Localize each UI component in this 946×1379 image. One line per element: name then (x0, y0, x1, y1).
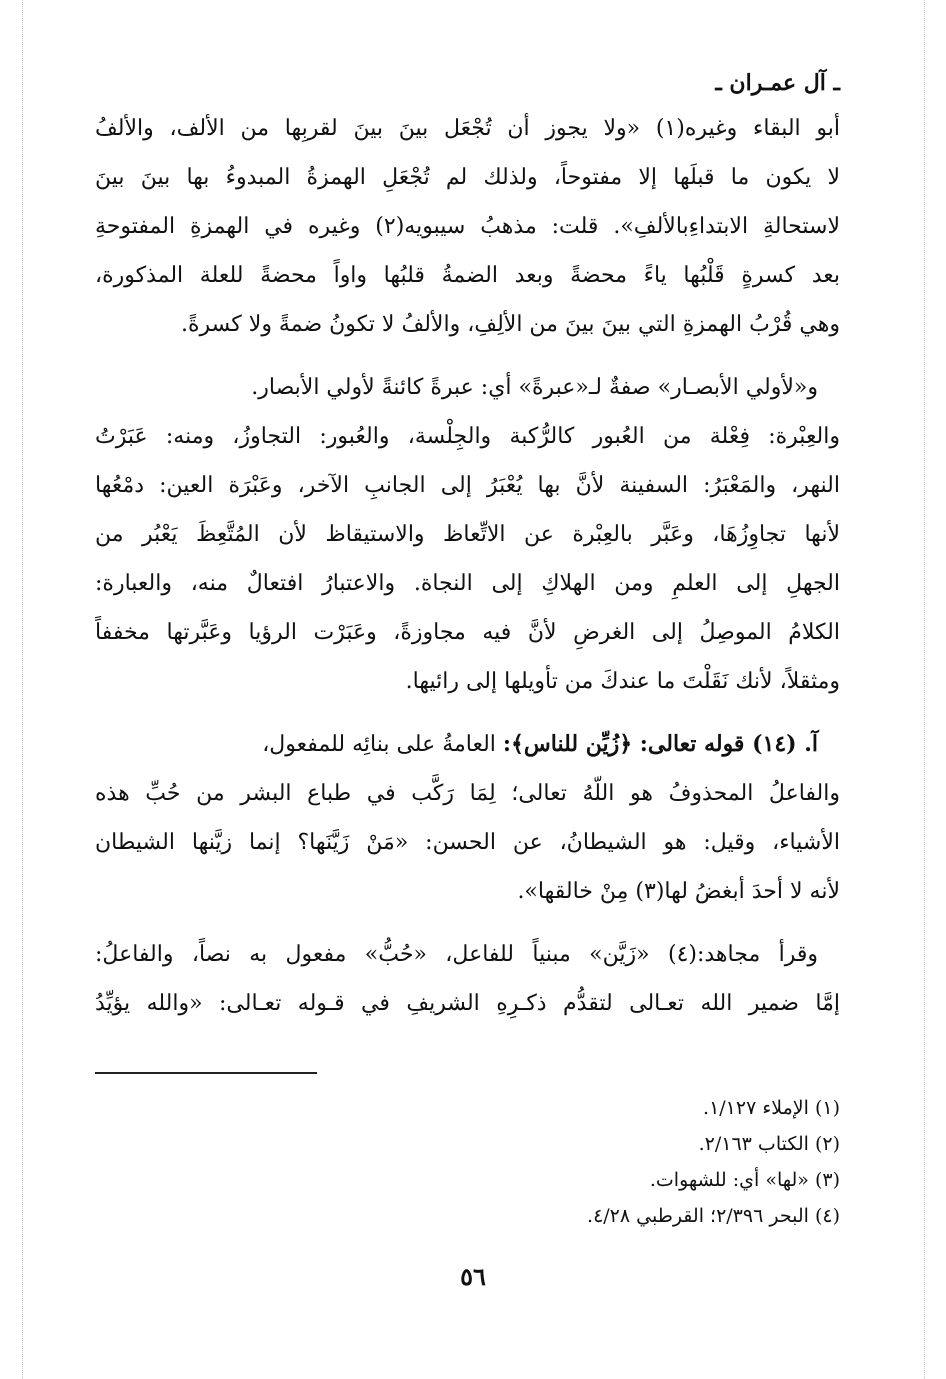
text-line: النهر، والمَعْبَرُ: السفينة لأنَّ بها يُعْبَرُ إلى الجانبِ الآخر، وعَبْرَة العين: دمْعُها (95, 473, 840, 498)
footnote-1: (١) الإملاء ١/١٢٧. (703, 1097, 840, 1119)
text-line: بعد كسرةٍ قَلْبُها ياءً محضةً وبعد الضمةُ قلبُها واواً محضةً للعلة المذكورة، (95, 263, 840, 288)
text-line: والعِبْرة: فِعْلة من العُبور كالرُّكبة والجِلْسة، والعُبور: التجاوزُ، ومنه: عَبَرْتُ (95, 424, 840, 449)
text-line: ومثقلاً، لأنك نَقَلْتَ ما عندكَ من تأويلها إلى رائيها. (405, 669, 840, 694)
text-line: إمَّا ضمير الله تعـالى لتقدُّم ذكـرِهِ الشريفِ في قـوله تعـالى: «والله يؤيِّدُ (95, 991, 840, 1016)
verse-comment: العامةُ على بنائِه للمفعول، (262, 732, 503, 757)
text-line: و«لأولي الأبصـار» صفةٌ لـ«عبرةً» أي: عبرةً كائنةً لأولي الأبصار. (251, 375, 818, 400)
footnotes (587, 1090, 840, 1234)
text-line: الكلامُ الموصِلُ إلى الغرضِ لأنَّ فيه مجاوزةً، وعَبَرْت الرؤيا وعَبَّرتها مخففاً (95, 620, 840, 645)
paragraph-3 (95, 720, 840, 916)
footnote-separator (95, 1072, 317, 1074)
text-line: الجهلِ إلى العلمِ ومن الهلاكِ إلى النجاة. والاعتبارُ افتعالٌ منه، والعبارة: (95, 571, 840, 596)
text-line: وقرأ مجاهد:(٤) «زَيَّن» مبنياً للفاعل، «حُبُّ» مفعول به نصاً، والفاعلُ: (95, 942, 818, 967)
text-line: لا يكون ما قبلَها إلا مفتوحاً، ولذلك لم تُجْعَلِ الهمزةُ المبدوءُ بها بينَ بينَ (95, 165, 840, 190)
footnote-4: (٤) البحر ٢/٣٩٦؛ القرطبي ٤/٢٨. (587, 1205, 840, 1227)
page-number: ٥٦ (460, 1262, 486, 1291)
text-line: وهي قُرْبُ الهمزةِ التي بينَ بينَ من الألِفِ، والألفُ لا تكونُ ضمةً ولا كسرةً. (181, 312, 840, 337)
running-header: ـ آل عمـران ـ (715, 70, 840, 96)
text-line: الأشياء، وقيل: هو الشيطانُ، عن الحسن: «مَنْ زَيَّنَها؟ إنما زيَّنها الشيطان (95, 830, 840, 855)
page-body (95, 70, 840, 1028)
paragraph-1 (95, 104, 840, 349)
text-line: لأنها تجاوِزُهَا، وعَبَّر بالعِبْرة عن الاتِّعاظ والاستيقاظ لأن المُتَّعِظَ يَعْبُر من (95, 522, 840, 547)
scan-edge-line (22, 0, 23, 1379)
text-line (95, 720, 840, 769)
paragraph-2 (95, 363, 840, 706)
text-line: أبو البقاء وغيره(١) «ولا يجوز أن تُجْعَل بينَ بينَ لقربِها من الألف، والألفُ (95, 116, 840, 141)
verse-heading: آ. (١٤) قوله تعالى: ﴿زُيِّن للناس﴾: (502, 731, 818, 757)
text-line: لاستحالةِ الابتداءِبالألفِ». قلت: مذهبُ سيبويه(٢) وغيره في الهمزةِ المفتوحةِ (95, 214, 840, 239)
footnote-3: (٣) «لها» أي: للشهوات. (649, 1169, 840, 1191)
text-line: لأنه لا أحدَ أبغضُ لها(٣) مِنْ خالقها». (517, 879, 840, 904)
paragraph-4 (95, 930, 840, 1028)
text-line: والفاعلُ المحذوفُ هو اللّهُ تعالى؛ لِمَا رَكَّب في طباع البشر من حُبِّ هذه (95, 781, 840, 806)
scan-edge-line (924, 0, 925, 1379)
footnote-2: (٢) الكتاب ٢/١٦٣. (698, 1133, 840, 1155)
